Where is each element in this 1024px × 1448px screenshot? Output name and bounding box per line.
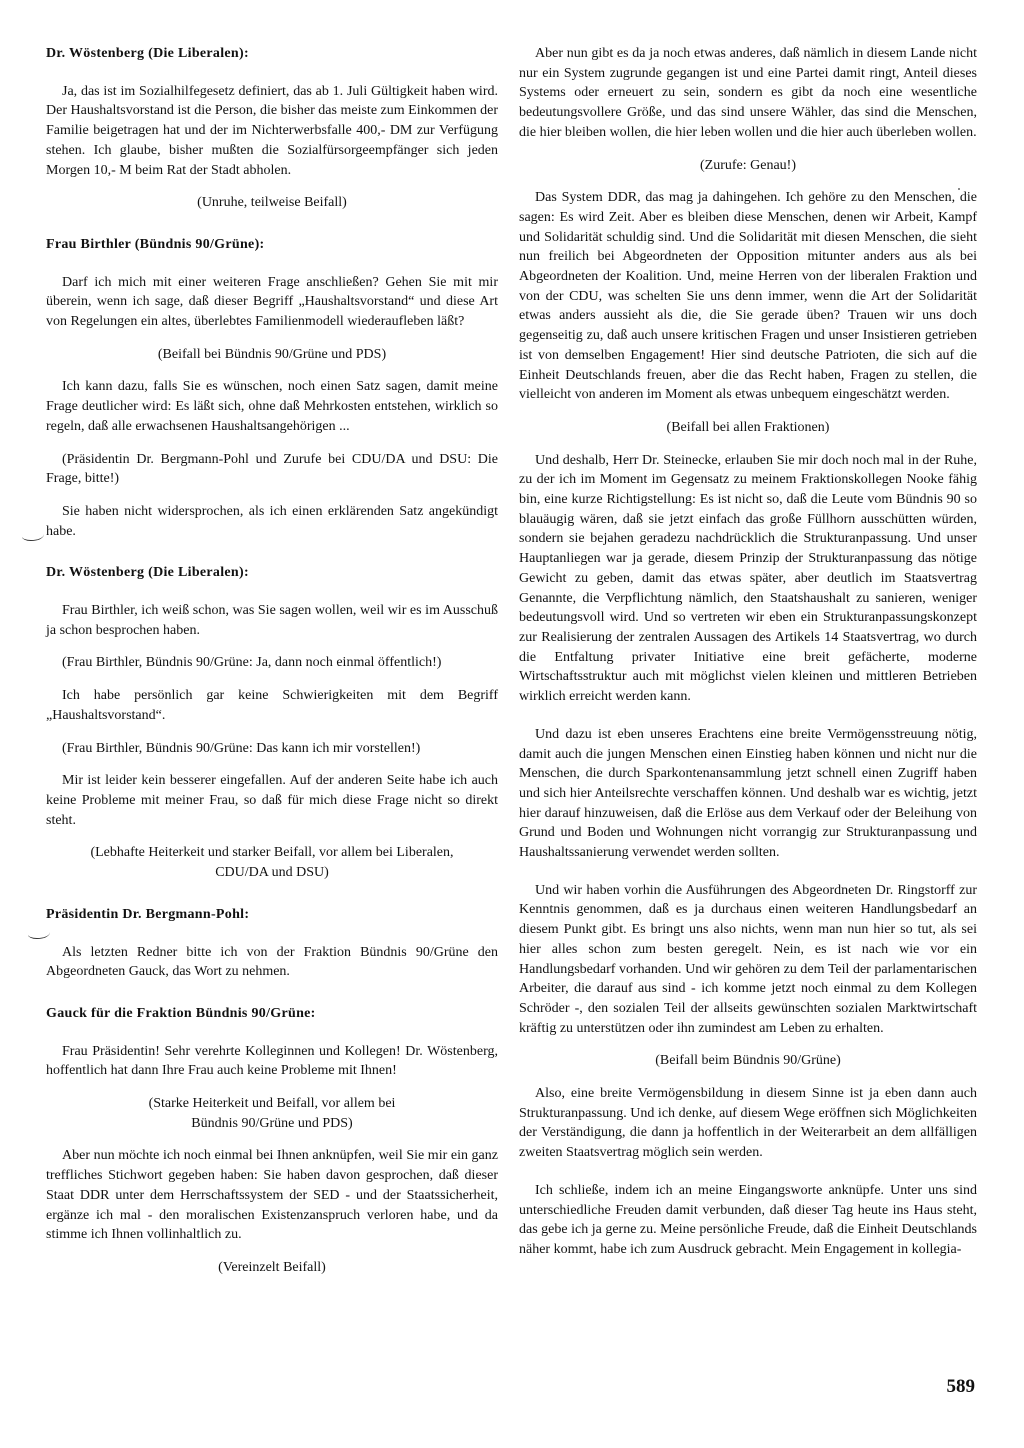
- interjection: (Unruhe, teilweise Beifall): [197, 195, 347, 211]
- paragraph: Aber nun gibt es da ja noch etwas anderes, daß nämlich in diesem Lande nicht nur ein System zugrunde gegangen ist und eine Partei damit ringt, Anteil dieses Systems oder erneuert zu sein, sondern es gibt da noch eine wesentliche bedeutungsvollere Größe, und das sind unsere Wähler, das sind die Menschen, die hier bleiben wollen, die hier leben wollen und die hier auch überleben wollen.: [519, 46, 977, 140]
- interjection: (Präsidentin Dr. Bergmann-Pohl und Zurufe bei CDU/DA und DSU: Die Frage, bitte!): [46, 451, 498, 487]
- interjection: (Beifall beim Bündnis 90/Grüne): [655, 1053, 841, 1069]
- page-number: 589: [946, 1376, 975, 1397]
- scan-speck: [958, 188, 960, 190]
- paragraph: Und deshalb, Herr Dr. Steinecke, erlauben Sie mir doch noch mal in der Ruhe, zu der ich im Moment im Gegensatz zu meinem Fraktionskollegen Nooke fähig bin, eine kurze Richtigstellung: Es ist nicht so, daß die Leute vom Bündnis 90 so blauäugig wären, daß sie jetzt einfach das große Füllhorn ausschütten würden, sondern sie bejahen geradezu nachdrücklich die Strukturanpassung. Und unser Hauptanliegen war ja gerade, diesem Prinzip der Strukturanpassung das nötige Gewicht zu geben, damit das etwas später, aber deutlich im Staatsvertrag Genannte, die Verpflichtung nämlich, den Staatshaushalt zu sanieren, weniger bedeutungsvoll wird. Und so vertreten wir eben ein Strukturanpassungskonzept zur Realisierung der zentralen Aussagen des Artikels 14 Staatsvertrag, wo durch die Entfaltung privater Initiative eine breit gefächerte, moderne Wirtschaftsstruktur auch mit möglichst vielen kleinen und mittleren Betrieben wirklich erreicht werden kann.: [519, 452, 977, 705]
- paragraph: Und dazu ist eben unseres Erachtens eine breite Vermögensstreuung nötig, damit auch die jungen Menschen einen Einstieg haben können und nicht nur die Menschen, die durch Sparkontenansammlung jetzt schnell einen Zugriff haben und sich hier Anteilsrechte verschaffen können. Und deshalb war es wichtig, jetzt hier darauf hinzuweisen, daß die Erlöse aus dem Verkauf oder der Beleihung von Grund und Boden und Wohnungen nicht vorrangig zur Strukturanpassung und Haushaltssanierung verwendet werden sollten.: [519, 726, 977, 861]
- margin-mark: [22, 530, 44, 541]
- speaker-heading: Frau Birthler (Bündnis 90/Grüne):: [46, 236, 265, 252]
- right-column: [519, 44, 977, 1260]
- speaker-heading: Dr. Wöstenberg (Die Liberalen):: [46, 565, 249, 581]
- paragraph: Frau Birthler, ich weiß schon, was Sie sagen wollen, weil wir es im Ausschuß ja schon besprochen haben.: [46, 603, 498, 638]
- paragraph: Und wir haben vorhin die Ausführungen des Abgeordneten Dr. Ringstorff zur Kenntnis genommen, daß es ja durchaus einen weiteren Handlungsbedarf an diesem Punkt gibt. Es bringt uns also nichts, wenn man nun hier so tut, als sei hier alles schon zum besten geregelt. Nein, es ist nach wie vor ein Handlungsbedarf vorhanden. Und wir gehören zu dem Teil der parlamentarischen Arbeiter, die darauf aus sind - ich komme jetzt noch einmal zu dem Kollegen Schröder -, den sozialen Teil der allseits gewünschten sozialen Marktwirtschaft kräftig zu unterstützen oder ihn zumindest am Leben zu erhalten.: [519, 882, 977, 1036]
- interjection: (Vereinzelt Beifall): [218, 1259, 326, 1275]
- paragraph: Als letzten Redner bitte ich von der Fraktion Bündnis 90/Grüne den Abgeordneten Gauck, das Wort zu nehmen.: [46, 944, 498, 980]
- left-column: [46, 44, 498, 1278]
- interjection: (Beifall bei allen Fraktionen): [666, 419, 830, 435]
- interjection: (Frau Birthler, Bündnis 90/Grüne: Ja, dann noch einmal öffentlich!): [62, 655, 442, 671]
- paragraph: Mir ist leider kein besserer eingefallen. Auf der anderen Seite habe ich auch keine Probleme mit meiner Frau, so daß für mich diese Frage nicht so direkt steht.: [46, 773, 498, 828]
- interjection: (Frau Birthler, Bündnis 90/Grüne: Das kann ich mir vorstellen!): [62, 740, 421, 756]
- interjection: (Zurufe: Genau!): [699, 157, 796, 173]
- paragraph: Darf ich mich mit einer weiteren Frage anschließen? Gehen Sie mit mir überein, wenn ich sage, daß dieser Begriff „Haushaltsvorstand“ und diese Art von Regelungen ein altes, überlebtes Familienmodell wiederaufleben läßt?: [46, 274, 498, 330]
- paragraph: Ich habe persönlich gar keine Schwierigkeiten mit dem Begriff „Haushaltsvorstand“.: [46, 688, 498, 723]
- speaker-heading: Gauck für die Fraktion Bündnis 90/Grüne:: [46, 1005, 316, 1021]
- paragraph: Ja, das ist im Sozialhilfegesetz definiert, das ab 1. Juli Gültigkeit haben wird. Der Haushaltsvorstand ist die Person, die bisher das meiste zum Einkommen der Familie beigetragen hat und der im Nichterwerbsfalle 400,- DM zur Verfügung stehen. Ich glaube, bisher mußten die Sozialfürsorgeempfänger sich jeden Morgen 10,- M beim Rat der Stadt abholen.: [46, 83, 498, 178]
- interjection: (Lebhafte Heiterkeit und starker Beifall, vor allem bei Liberalen, CDU/DA und DSU): [90, 845, 454, 881]
- speaker-heading: Präsidentin Dr. Bergmann-Pohl:: [46, 906, 250, 922]
- paragraph: Aber nun möchte ich noch einmal bei Ihnen anknüpfen, weil Sie mir ein ganz treffliches Stichwort gegeben haben: Sie haben davon gesprochen, daß dieser Staat DDR unter dem Herrschaftssystem der SED - und der Staatssicherheit, ergänze ich mal - den moralischen Existenzanspruch verloren habe, und da stimme ich Ihnen vollinhaltlich zu.: [46, 1148, 498, 1243]
- paragraph: Das System DDR, das mag ja dahingehen. Ich gehöre zu den Menschen, die sagen: Es wird Zeit. Aber es bleiben diese Menschen, denen wir Arbeit, Kampf und Solidarität schuldig sind. Und die Solidarität mit diesen Menschen, die sieht nun freilich bei Abgeordneten der Opposition mitunter anders aus als bei Abgeordneten der Koalition. Und, meine Herren von der liberalen Fraktion und von der CDU, was schelten Sie uns denn immer, wenn die Art der Solidarität etwas anders aussieht als die, die Sie gerade üben? Trauen wir uns doch gegenseitig zu, daß auch unsere kritischen Fragen und unser Insistieren getrieben ist von demselben Engagement! Hier sind deutsche Patrioten, die sich auf die Einheit Deutschlands freuen, aber die das Recht haben, Fragen zu stellen, die vielleicht von anderen im Moment als etwas unbequem eingeschätzt werden.: [519, 190, 977, 403]
- paragraph: Frau Präsidentin! Sehr verehrte Kolleginnen und Kollegen! Dr. Wöstenberg, hoffentlich hat dann Ihre Frau auch keine Probleme mit Ihnen!: [46, 1043, 498, 1079]
- paragraph: Ich schließe, indem ich an meine Eingangsworte anknüpfe. Unter uns sind unterschiedliche Freuden damit verbunden, daß dieser Tag heute ins Haus steht, das gebe ich ja gerne zu. Meine persönliche Freude, daß die Einheit Deutschlands näher kommt, habe ich zum Ausdruck gebracht. Mein Engagement in kollegia-: [519, 1182, 977, 1257]
- speaker-heading: Dr. Wöstenberg (Die Liberalen):: [46, 46, 249, 61]
- paragraph: Sie haben nicht widersprochen, als ich einen erklärenden Satz angekündigt habe.: [46, 503, 498, 539]
- paragraph: Ich kann dazu, falls Sie es wünschen, noch einen Satz sagen, damit meine Frage deutlicher wird: Es läßt sich, ohne daß Mehrkosten entstehen, wirklich so regeln, daß alle erwachsenen Haushaltsangehörigen ...: [46, 379, 498, 434]
- interjection: (Starke Heiterkeit und Beifall, vor allem bei Bündnis 90/Grüne und PDS): [148, 1096, 396, 1131]
- interjection: (Beifall bei Bündnis 90/Grüne und PDS): [157, 346, 387, 362]
- paragraph: Also, eine breite Vermögensbildung in diesem Sinne ist ja eben dann auch Strukturanpassung. Und ich denke, auf diesem Wege eröffnen sich Möglichkeiten der Verständigung, die dann ja hoffentlich in der Weiterarbeit an dem allfälligen zweiten Staatsvertrag möglich sein werden.: [519, 1086, 977, 1161]
